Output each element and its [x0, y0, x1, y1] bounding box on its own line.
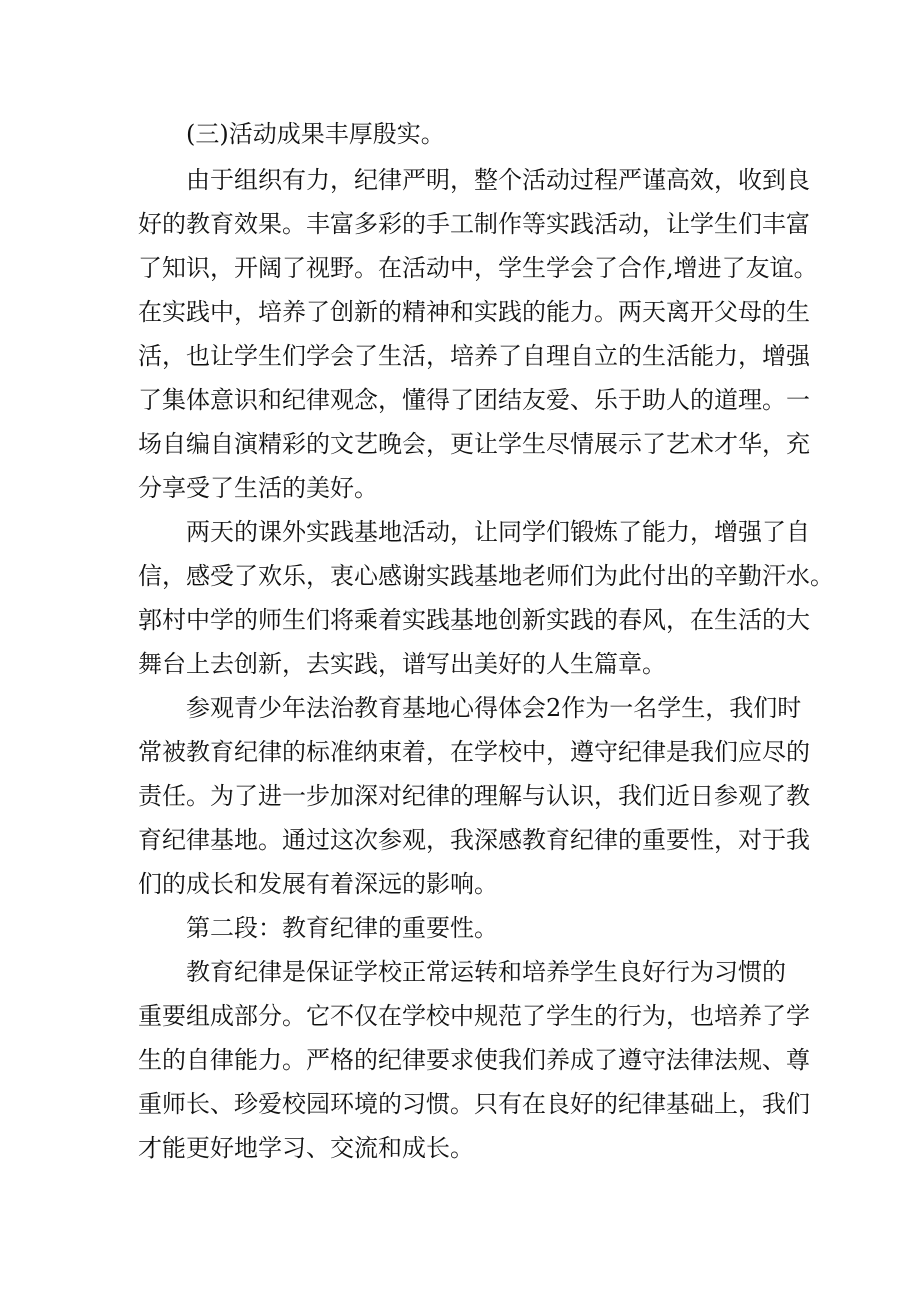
- paragraph-line: 好的教育效果。丰富多彩的手工制作等实践活动，让学生们丰富: [138, 210, 810, 238]
- section-heading: (三)活动成果丰厚殷实。: [186, 120, 445, 148]
- paragraph-line: 场自编自演精彩的文艺晚会，更让学生尽情展示了艺术才华，充: [138, 430, 810, 458]
- paragraph-line: 责任。为了进一步加深对纪律的理解与认识，我们近日参观了教: [138, 782, 810, 810]
- paragraph-line: 分享受了生活的美好。: [138, 474, 378, 502]
- paragraph-line: 郭村中学的师生们将乘着实践基地创新实践的春风，在生活的大: [138, 606, 810, 634]
- section-heading: 第二段：教育纪律的重要性。: [186, 914, 498, 942]
- paragraph-line: 重师长、珍爱校园环境的习惯。只有在良好的纪律基础上，我们: [138, 1090, 810, 1118]
- paragraph-line: 信，感受了欢乐，衷心感谢实践基地老师们为此付出的辛勤汗水。: [138, 562, 834, 590]
- paragraph-line: 才能更好地学习、交流和成长。: [138, 1134, 474, 1162]
- paragraph-line: 舞台上去创新，去实践，谱写出美好的人生篇章。: [138, 650, 666, 678]
- paragraph-line: 常被教育纪律的标准纳束着，在学校中，遵守纪律是我们应尽的: [138, 738, 810, 766]
- paragraph-line: 了知识，开阔了视野。在活动中，学生学会了合作,增进了友谊。: [138, 254, 818, 282]
- paragraph-line: 了集体意识和纪律观念，懂得了团结友爱、乐于助人的道理。一: [138, 386, 810, 414]
- paragraph-line: 育纪律基地。通过这次参观，我深感教育纪律的重要性，对于我: [138, 826, 810, 854]
- paragraph-line: 教育纪律是保证学校正常运转和培养学生良好行为习惯的: [186, 958, 786, 986]
- paragraph-line: 参观青少年法治教育基地心得体会2作为一名学生，我们时: [186, 694, 802, 722]
- paragraph-line: 们的成长和发展有着深远的影响。: [138, 870, 498, 898]
- paragraph-line: 两天的课外实践基地活动，让同学们锻炼了能力，增强了自: [186, 518, 810, 546]
- paragraph-line: 由于组织有力，纪律严明，整个活动过程严谨高效，收到良: [186, 166, 810, 194]
- paragraph-line: 生的自律能力。严格的纪律要求使我们养成了遵守法律法规、尊: [138, 1046, 810, 1074]
- paragraph-line: 活，也让学生们学会了生活，培养了自理自立的生活能力，增强: [138, 342, 810, 370]
- paragraph-line: 在实践中，培养了创新的精神和实践的能力。两天离开父母的生: [138, 298, 810, 326]
- paragraph-line: 重要组成部分。它不仅在学校中规范了学生的行为，也培养了学: [138, 1002, 810, 1030]
